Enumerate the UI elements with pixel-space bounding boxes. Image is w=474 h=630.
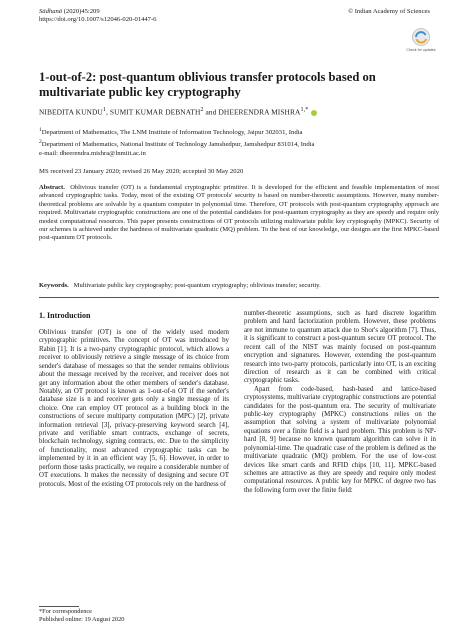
contact-email[interactable]: e-mail: dheerendra.mishra@lnmiit.ac.in: [39, 149, 146, 157]
abstract-label: Abstract.: [39, 184, 65, 191]
keywords-text: Multivariate public key cryptography; post-quantum cryptography; oblivious transfer; security.: [73, 282, 321, 289]
author-affil-mark: 1: [102, 107, 107, 113]
body-paragraph: number-theoretic assumptions, such as hard discrete logarithm problem and hard factorization problem. However, these problems are not immune to quantum attack due to Shor's algorithm [7]. Thus, it is significant to construct a post-quantum secure OT protocol. The recent call of the NIST was mainly focused on post-quantum encryption and signatures. However, extending the post-quantum research into two-party protocols, particularly into OT, is an exciting direction of research as it can be combined with critical cryptographic tasks.: [244, 310, 436, 385]
footnote-rule: [39, 606, 79, 607]
section-divider: [39, 297, 439, 298]
affiliations: $^1$Department of Mathematics, The LNM Institute of Information Technology, Jaipur 302031, India $^2$Department of Mathematics, National Institute of Technology Jamshedpur, Jamshedpur 831014, India e-mail: dheerendra.mishra@lnmiit.ac.in: [39, 126, 459, 158]
author-name: SUMIT KUMAR DEBNATH: [109, 107, 201, 117]
orcid-icon[interactable]: [311, 110, 317, 116]
received-dates: MS received 23 January 2020; revised 26 May 2020; accepted 30 May 2020: [39, 168, 244, 175]
author-list: [39, 107, 317, 116]
body-paragraph: Oblivious transfer (OT) is one of the widely used modern cryptographic primitives. The concept of OT was introduced by Rabin [1]. It is a two-party cryptographic protocol, which allows a receiver to obliviously retrieve a single message of its choice from sender's database of messages so that the sender remains oblivious about the message received by the receiver, and receiver does not get any information about the other members of sender's database. Notably, an OT protocol is known as 1-out-of-n OT if the sender's database size is n and receiver gets only a single message of its choice. One can employ OT protocol as a building block in the constructions of secure multiparty computation (MPC) [2], private information retrieval [3], privacy-preserving keyword search [4], private and verifiable smart contracts, exchange of secrets, blockchain technology, signing contracts, etc. Due to the simplicity of functionality, most advanced cryptographic tasks can be implemented by it in an efficient way [5, 6]. However, in order to perform those tasks practically, we require a considerable number of OT executions. It makes the necessity of designing and secure OT protocols. Most of the existing OT protocols rely on the hardness of: [39, 329, 229, 488]
author-name: DHEERENDRA MISHRA: [218, 107, 301, 117]
abstract-text: Oblivious transfer (OT) is a fundamental cryptographic primitive. It is developed for the efficient and feasible implementation of most advanced cryptographic tasks. Today, most of the existing OT protocols' security is based on number-theoretic assumptions. However, many number-theoretical problems are solvable by a quantum computer in polynomial time. Therefore, OT protocols with post-quantum cryptography approach are required. Multivariate cryptographic constructions are one of the potential candidates for post-quantum cryptography as they are speedy and require only modest computational resources. This paper presents constructions of OT protocols utilizing multivariate public key cryptography (MPKC). Security of our schemes is achieved under the hardness of multivariate quadratic (MQ) problem. To the best of our knowledge, our designs are the first MPKC-based post-quantum OT protocols.: [39, 184, 439, 242]
keywords: [39, 282, 439, 290]
correspondence-note: *For correspondence: [39, 608, 92, 615]
publisher-line: © Indian Academy of Sciences: [348, 8, 430, 15]
footnote: [39, 608, 124, 624]
body-paragraph: Apart from code-based, hash-based and lattice-based cryptosystems, multivariate cryptographic constructions are potential candidates for the post-quantum era. The security of multivariate public-key cryptography (MPKC) constructions relies on the assumption that solving a system of multivariate polynomial equations over a finite field is a hard problem. This problem is NP-hard [8, 9] because no known quantum algorithm can solve it in polynomial-time. The quadratic case of the problem is defined as the multivariate quadratic (MQ) problem. For the use of low-cost devices like smart cards and RFID chips [10, 11], MPKC-based schemes are attractive as they are speedy and require only modest computational resources. A public key for MPKC of degree two has the following form over the finite field:: [244, 385, 436, 494]
paper-title: 1-out-of-2: post-quantum oblivious transfer protocols based on multivariate public key cryptography: [39, 70, 376, 99]
published-date: Published online: 19 August 2020: [39, 615, 125, 623]
running-header: [39, 8, 156, 24]
author-affil-mark: 2: [200, 107, 204, 113]
abstract: [39, 184, 439, 243]
author-separator: and: [203, 107, 219, 117]
badge-label: Check for updates: [406, 48, 436, 52]
section-heading: 1. Introduction: [39, 311, 91, 320]
author-name: NIBEDITA KUNDU: [39, 107, 103, 117]
body-column-right: [244, 310, 436, 495]
author-affil-mark: 1,*: [300, 107, 309, 113]
check-for-updates-badge[interactable]: [408, 27, 434, 55]
affiliation-1: Department of Mathematics, The LNM Institute of Information Technology, Jaipur 302031, India: [41, 129, 303, 137]
doi-link[interactable]: https://doi.org/10.1007/s12046-020-01447-6: [39, 16, 157, 23]
affiliation-2: Department of Mathematics, National Institute of Technology Jamshedpur, Jamshedpur 831014, India: [41, 141, 315, 149]
journal-name: Sādhanā: [39, 8, 63, 15]
journal-volume: (2020)45:209: [63, 8, 100, 15]
author-separator: ,: [106, 107, 108, 117]
body-column-left: [39, 329, 229, 489]
keywords-label: Keywords.: [39, 282, 69, 289]
check-updates-icon: [408, 27, 434, 55]
